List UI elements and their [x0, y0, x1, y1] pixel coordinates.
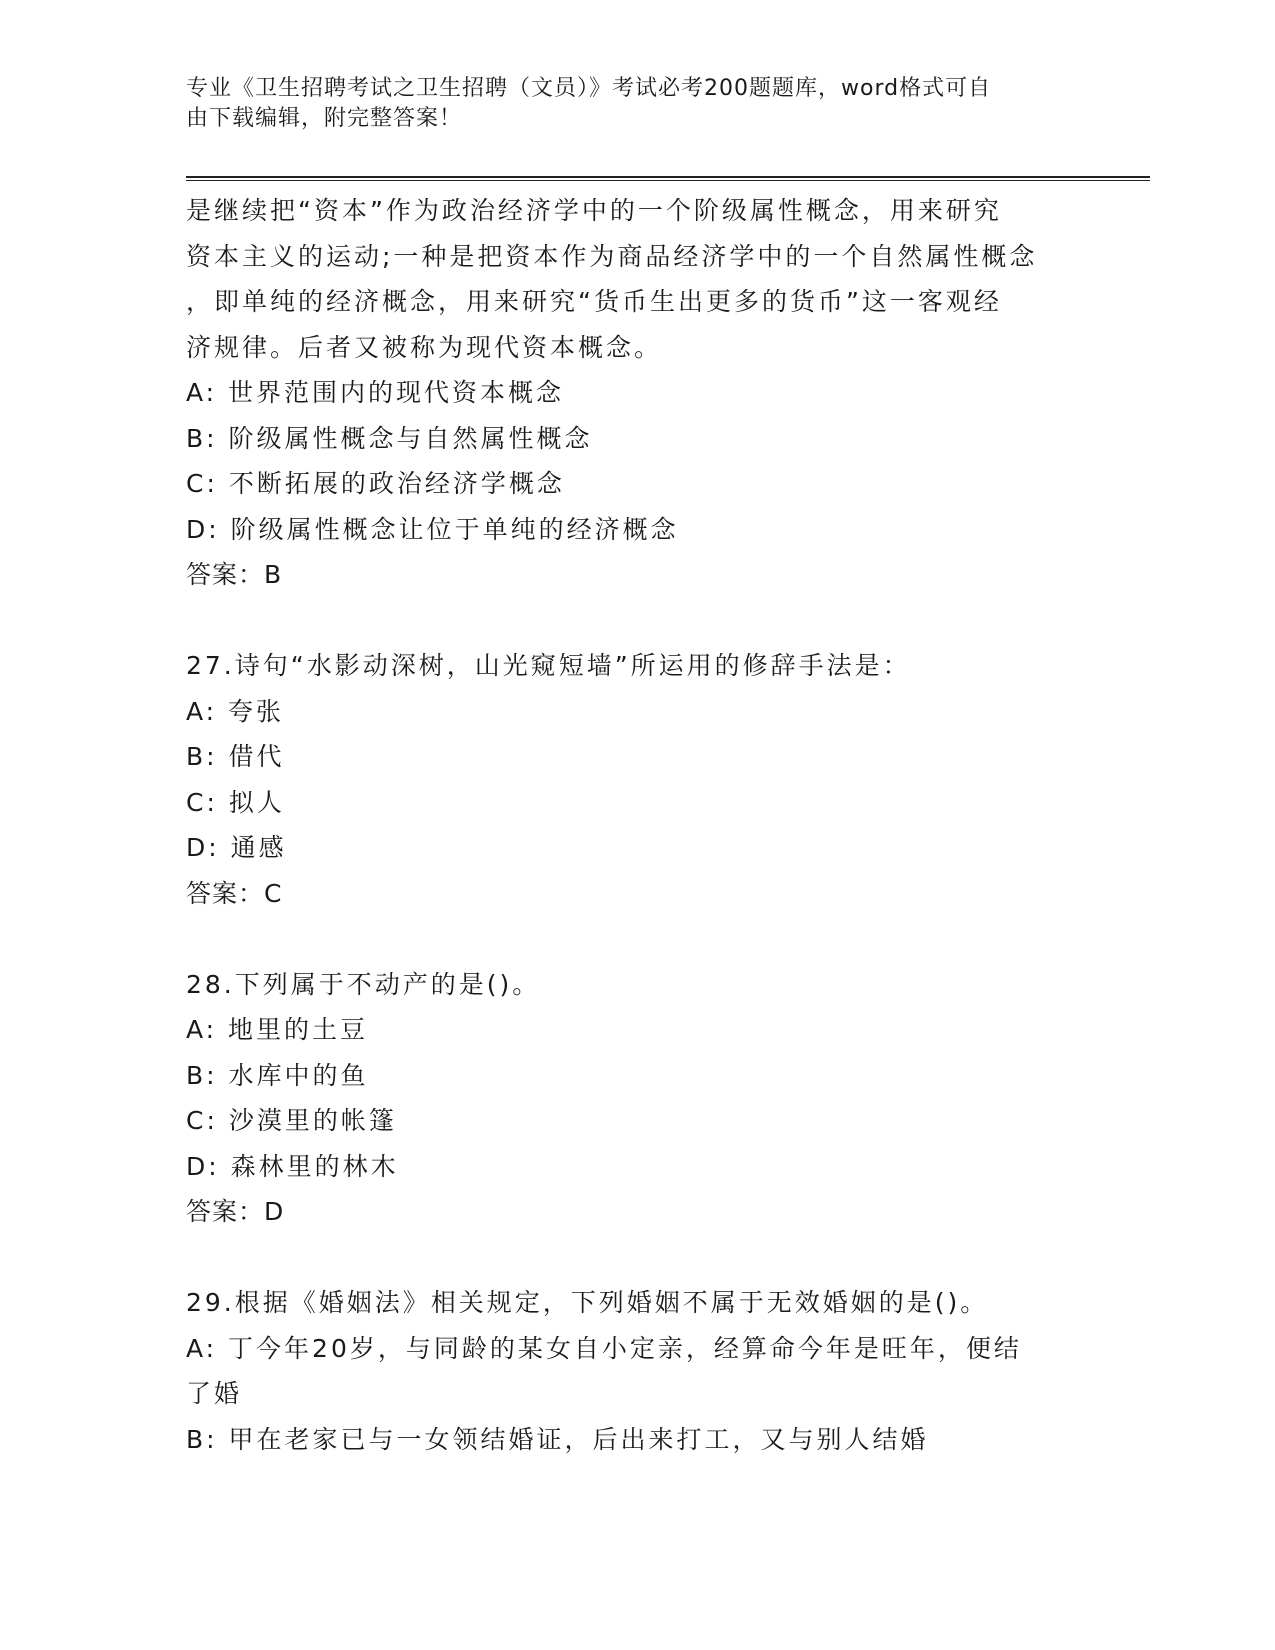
question-text-line: 是继续把“资本”作为政治经济学中的一个阶级属性概念，用来研究 — [186, 196, 1002, 225]
page-header — [186, 74, 1066, 134]
option-a: A: 丁今年20岁，与同龄的某女自小定亲，经算命今年是旺年，便结 — [186, 1333, 1022, 1363]
option-d: D: 阶级属性概念让位于单纯的经济概念 — [186, 514, 679, 544]
question-29 — [186, 1280, 1086, 1462]
header-line-2: 由下载编辑，附完整答案！ — [186, 106, 463, 131]
option-c: C: 拟人 — [186, 787, 285, 817]
spacer — [186, 916, 1086, 962]
option-b: B: 甲在老家已与一女领结婚证，后出来打工，又与别人结婚 — [186, 1424, 929, 1454]
option-b: B: 阶级属性概念与自然属性概念 — [186, 423, 593, 453]
option-b: B: 水库中的鱼 — [186, 1060, 369, 1090]
header-divider — [186, 176, 1150, 181]
option-a: A: 地里的土豆 — [186, 1015, 369, 1044]
option-b: B: 借代 — [186, 742, 285, 771]
question-text: 29.根据《婚姻法》相关规定，下列婚姻不属于无效婚姻的是()。 — [186, 1288, 989, 1317]
question-26-continuation — [186, 188, 1086, 598]
question-27 — [186, 643, 1086, 916]
answer-line: 答案：B — [186, 560, 283, 589]
option-a: A: 夸张 — [186, 696, 285, 726]
question-text-line: 济规律。后者又被称为现代资本概念。 — [186, 332, 663, 362]
question-28 — [186, 962, 1086, 1235]
answer-line: 答案：D — [186, 1197, 285, 1226]
option-d: D: 通感 — [186, 833, 287, 862]
question-text-line: ，即单纯的经济概念，用来研究“货币生出更多的货币”这一客观经 — [186, 287, 1002, 316]
question-text: 27.诗句“水影动深树，山光窥短墙”所运用的修辞手法是： — [186, 651, 911, 680]
document-body — [186, 188, 1086, 1462]
header-line-1: 专业《卫生招聘考试之卫生招聘（文员）》考试必考200题题库，word格式可自 — [186, 76, 992, 101]
option-a-continued: 了婚 — [186, 1379, 243, 1408]
option-c: C: 不断拓展的政治经济学概念 — [186, 469, 565, 498]
option-a: A: 世界范围内的现代资本概念 — [186, 378, 565, 407]
spacer — [186, 598, 1086, 644]
option-d: D: 森林里的林木 — [186, 1151, 399, 1181]
option-c: C: 沙漠里的帐篷 — [186, 1106, 397, 1135]
question-text-line: 资本主义的运动;一种是把资本作为商品经济学中的一个自然属性概念 — [186, 241, 1038, 271]
answer-line: 答案：C — [186, 878, 283, 908]
question-text: 28.下列属于不动产的是()。 — [186, 969, 541, 999]
spacer — [186, 1235, 1086, 1281]
